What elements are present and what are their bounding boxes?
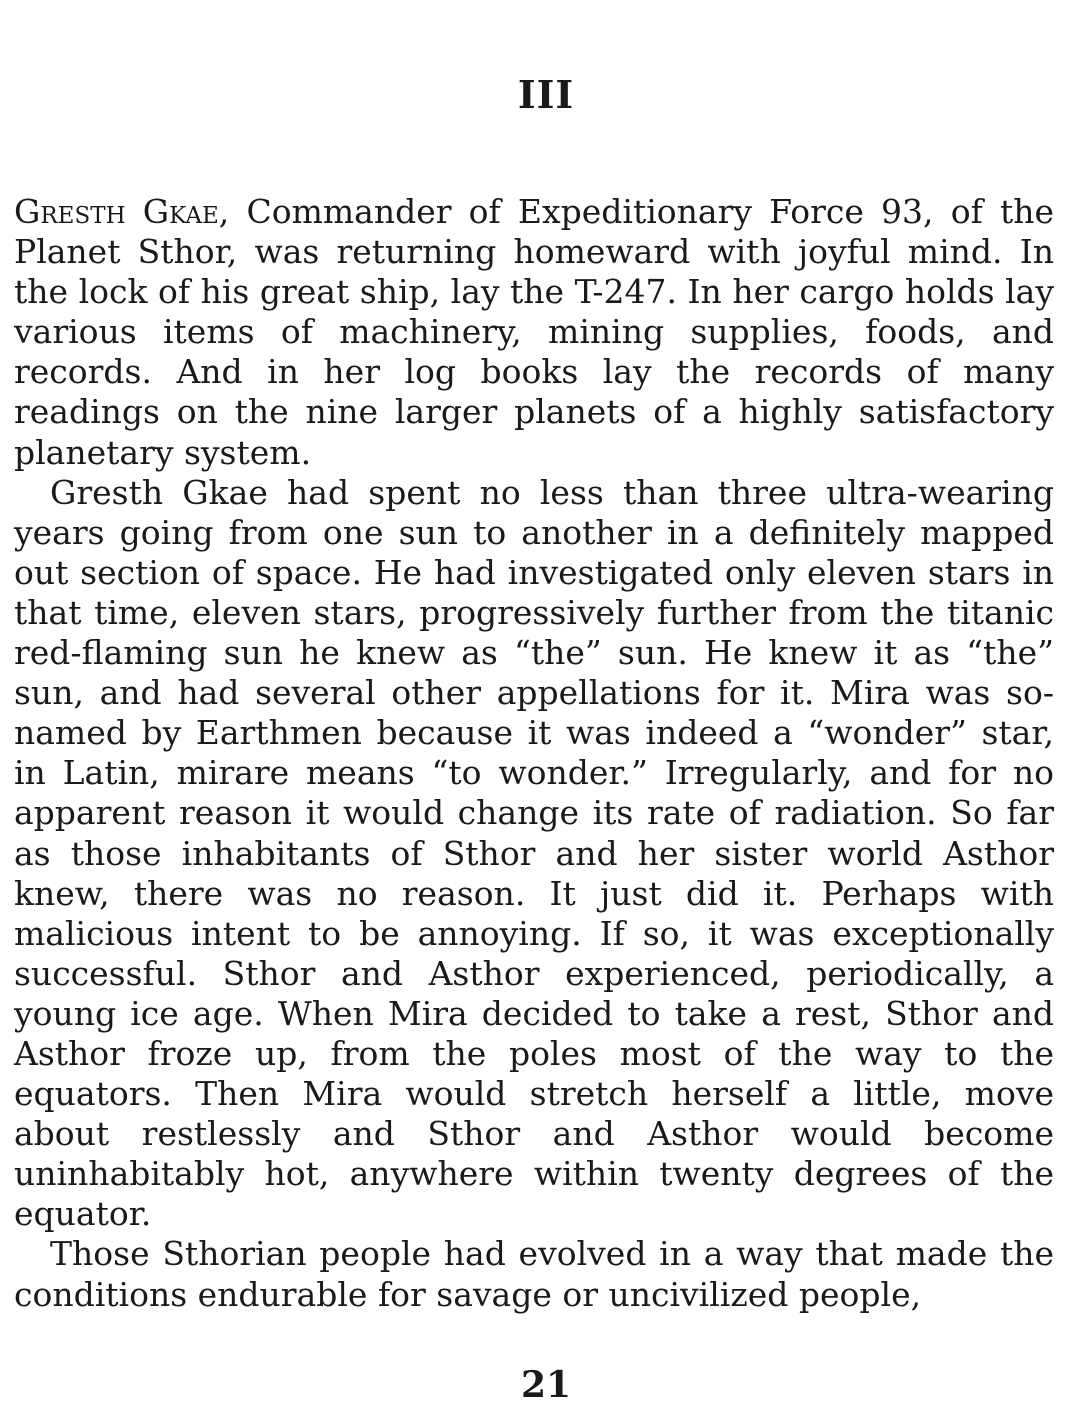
body-text bbox=[14, 192, 1054, 1315]
paragraph-1-text: Commander of Expeditionary Force 93, of the Planet Sthor, was returning homeward with joyful mind. In the lock of his great ship, lay the T-247. In her cargo holds lay various items of machinery, mining supplies, foods, and records. And in her log books lay the records of many readings on the nine larger planets of a highly satisfactory planetary system. bbox=[14, 192, 1054, 472]
paragraph-1 bbox=[14, 192, 1054, 473]
opening-name: Gresth Gkae, bbox=[14, 192, 230, 231]
chapter-heading: III bbox=[517, 72, 575, 117]
paragraph-2: Gresth Gkae had spent no less than three ultra-wearing years going from one sun to another in a definitely mapped out section of space. He had investigated only eleven stars in that time, eleven stars, progressively further from the titanic red-flaming sun he knew as “the” sun. He knew it as “the” sun, and had several other appellations for it. Mira was so-named by Earthmen because it was indeed a “wonder” star, in Latin, mirare means “to wonder.” Irregularly, and for no apparent reason it would change its rate of radiation. So far as those inhabitants of Sthor and her sister world Asthor knew, there was no reason. It just did it. Perhaps with malicious intent to be annoying. If so, it was exceptionally successful. Sthor and Asthor experienced, periodically, a young ice age. When Mira decided to take a rest, Sthor and Asthor froze up, from the poles most of the way to the equators. Then Mira would stretch herself a little, move about restlessly and Sthor and Asthor would become uninhabitably hot, anywhere within twenty degrees of the equator. bbox=[14, 472, 1054, 1234]
page-number: 21 bbox=[520, 1364, 572, 1406]
paragraph-3: Those Sthorian people had evolved in a way that made the conditions endurable for savage or uncivilized people, bbox=[14, 1234, 1054, 1314]
